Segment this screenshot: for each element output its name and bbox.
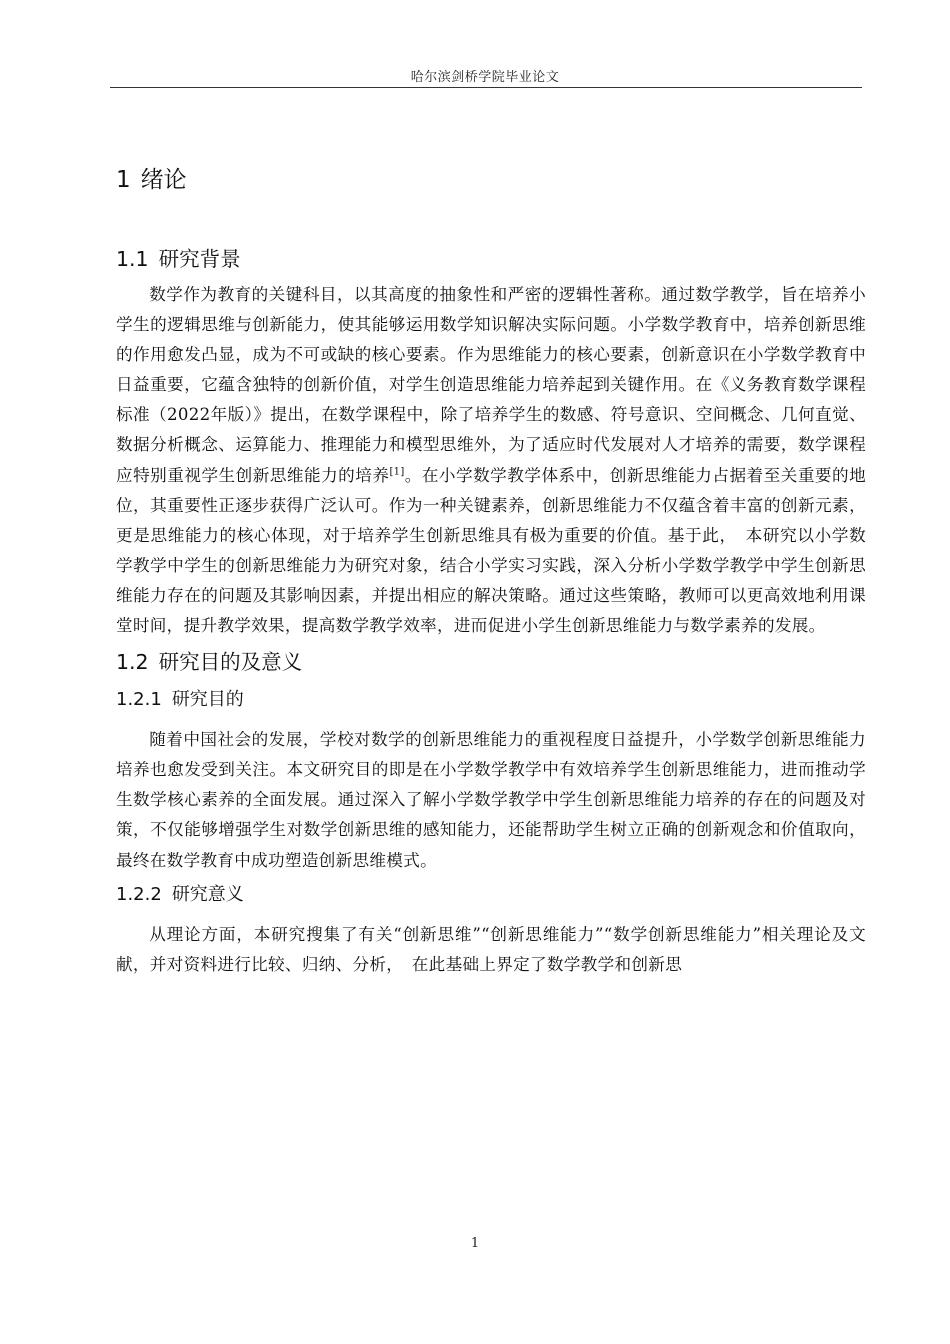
document-body <box>116 160 866 980</box>
chapter-title: 绪论 <box>140 167 187 193</box>
subsection-title: 研究意义 <box>171 883 244 905</box>
paragraph-research-purpose: 随着中国社会的发展，学校对数学的创新思维能力的重视程度日益提升，小学数学创新思维能力培养也愈发受到关注。本文研究目的即是在小学数学教学中有效培养学生创新思维能力，进而推动学生数学核心素养的全面发展。通过深入了解小学数学教学中学生创新思维能力培养的存在的问题及对策，不仅能够增强学生对数学创新思维的感知能力，还能帮助学生树立正确的创新观念和价值取向，最终在数学教育中成功塑造创新思维模式。 <box>116 730 866 870</box>
header-rule <box>110 87 862 88</box>
page-number: 1 <box>470 1236 480 1251</box>
subsection-heading-1-2-1 <box>116 685 866 715</box>
section-number: 1.1 <box>116 247 149 271</box>
paragraph-text: 。在小学数学教学体系中，创新思维能力占据着至关重要的地位，其重要性正逐步获得广泛认可。作为一种关键素养，创新思维能力不仅蕴含着丰富的创新元素，更是思维能力的核心体现，对于培养学生创新思维具有极为重要的价值。基于此， 本研究以小学数学教学中学生的创新思维能力为研究对象，结合小学实习实践，深入分析小学数学教学中学生创新思维能力存在的问题及其影响因素，并提出相应的解决策略。通过这些策略，教师可以更高效地利用课堂时间，提升教学效果，提高数学教学效率，进而促进小学生创新思维能力与数学素养的发展。 <box>116 465 866 636</box>
chapter-number: 1 <box>116 167 131 193</box>
subsection-title: 研究目的 <box>171 689 244 711</box>
section-title: 研究目的及意义 <box>158 650 303 675</box>
subsection-number: 1.2.1 <box>116 689 162 711</box>
paragraph-research-significance: 从理论方面，本研究搜集了有关“创新思维”“创新思维能力”“数学创新思维能力”相关理论及文献，并对资料进行比较、归纳、分析， 在此基础上界定了数学教学和创新思 <box>116 924 866 974</box>
chapter-heading <box>116 160 866 200</box>
section-title: 研究背景 <box>158 247 241 271</box>
subsection-number: 1.2.2 <box>116 883 162 905</box>
paragraph-text: 数学作为教育的关键科目，以其高度的抽象性和严密的逻辑性著称。通过数学教学，旨在培养小学生的逻辑思维与创新能力，使其能够运用数学知识解决实际问题。小学数学教育中，培养创新思维的作用愈发凸显，成为不可或缺的核心要素。作为思维能力的核心要素，创新意识在小学数学教育中日益重要，它蕴含独特的创新价值，对学生创造思维能力培养起到关键作用。在《义务教育数学课程标准（2022年版）》提出，在数学课程中，除了培养学生的数感、符号意识、空间概念、几何直觉、数据分析概念、运算能力、推理能力和模型思维外，为了适应时代发展对人才培养的需要，数学课程应特别重视学生创新思维能力的培养 <box>116 285 866 485</box>
section-heading-1-1 <box>116 244 866 274</box>
citation-reference: [1] <box>389 466 405 478</box>
paragraph-research-background <box>116 280 866 641</box>
section-heading-1-2 <box>116 647 866 677</box>
section-number: 1.2 <box>116 650 149 675</box>
subsection-heading-1-2-2 <box>116 880 866 910</box>
page-header: 哈尔滨剑桥学院毕业论文 <box>410 70 560 85</box>
